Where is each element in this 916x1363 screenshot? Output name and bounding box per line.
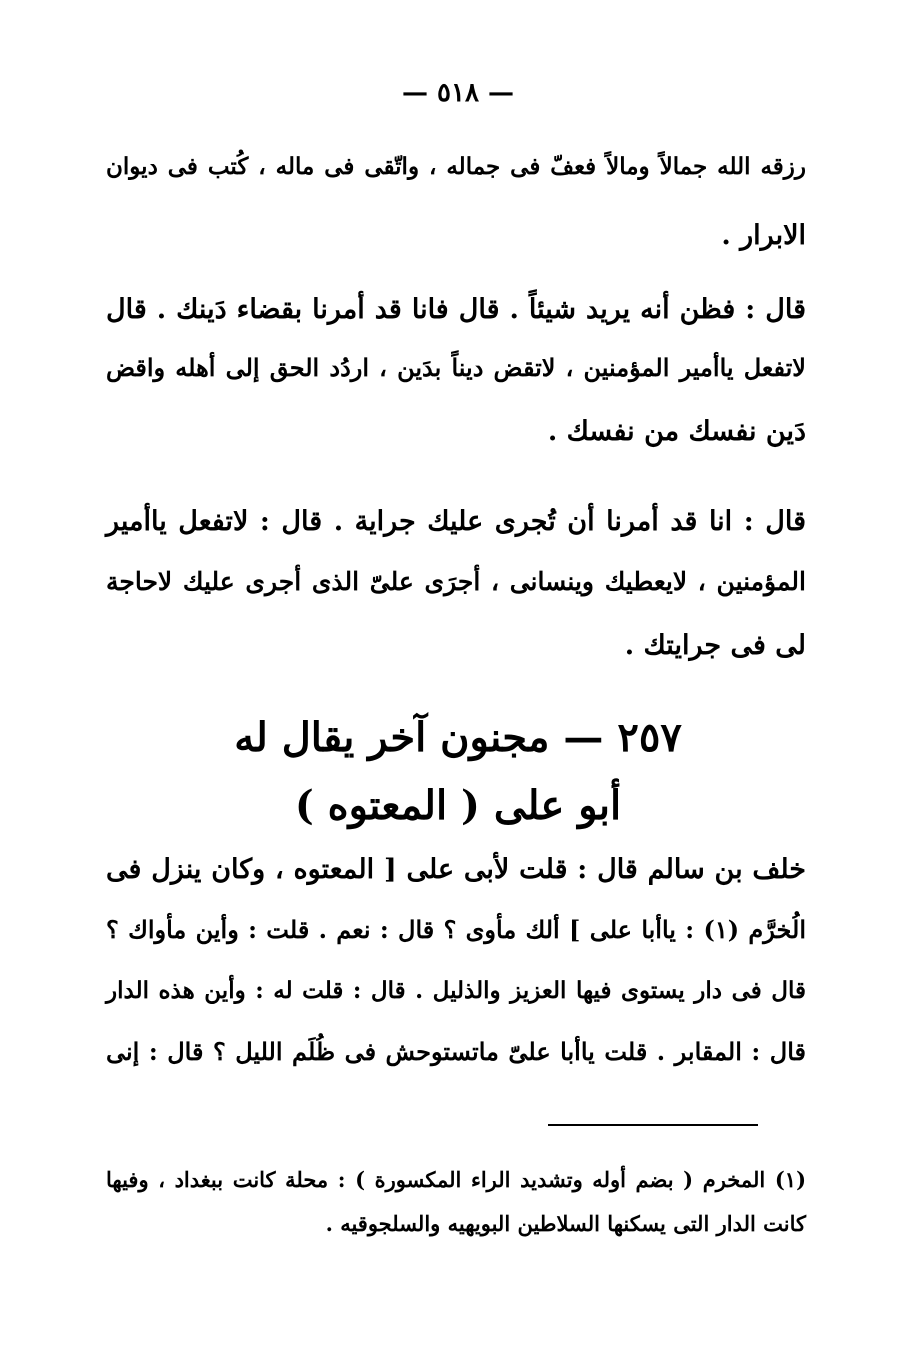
section-heading-line-2: أبو على ( المعتوه ) (294, 782, 622, 829)
footnote-separator (548, 1124, 758, 1126)
page-number: — ٥١٨ — (401, 78, 515, 108)
paragraph-2-line-1: قال : فظن أنه يريد شيئاً . قال فانا قد أمرنا بقضاء دَينك . قال (106, 294, 806, 325)
section-heading-line-1: ٢٥٧ — مجنون آخر يقال له (234, 714, 682, 761)
paragraph-3-line-1: قال : انا قد أمرنا أن تُجرى عليك جراية . قال : لاتفعل ياأمير (106, 506, 806, 537)
footnote-line-2: كانت الدار التى يسكنها السلاطين البويهيه والسلجوقيه . (325, 1211, 806, 1236)
paragraph-2-line-2: لاتفعل ياأمير المؤمنين ، لاتقض ديناً بدَين ، اردُد الحق إلى أهله واقض (106, 353, 806, 382)
section-line-3: قال فى دار يستوى فيها العزيز والذليل . قال : قلت له : وأين هذه الدار (106, 977, 806, 1004)
section-line-2: الُخرَّم (١) : ياأبا على ] ألك مأوى ؟ قال : نعم . قلت : وأين مأواك ؟ (106, 915, 806, 944)
section-line-4: قال : المقابر . قلت ياأبا علىّ ماتستوحش فى ظُلَم الليل ؟ قال : إنى (106, 1037, 806, 1066)
paragraph-1-line-2: الابرار . (721, 220, 806, 251)
paragraph-3-line-2: المؤمنين ، لايعطيك وينسانى ، أجرَى علىّ الذى أجرى عليك لاحاجة (106, 567, 806, 596)
paragraph-3-line-3: لى فى جرايتك . (624, 630, 806, 661)
footnote-line-1: (١) المخرم ( بضم أوله وتشديد الراء المكسورة ) : محلة كانت ببغداد ، وفيها (106, 1167, 806, 1192)
paragraph-1-line-1: رزقه الله جمالاً ومالاً فعفّ فى جماله ، واتّقى فى ماله ، كُتب فى ديوان (106, 153, 806, 180)
paragraph-2-line-3: دَين نفسك من نفسك . (547, 416, 806, 447)
section-line-1: خلف بن سالم قال : قلت لأبى على [ المعتوه ، وكان ينزل فى (106, 854, 806, 885)
